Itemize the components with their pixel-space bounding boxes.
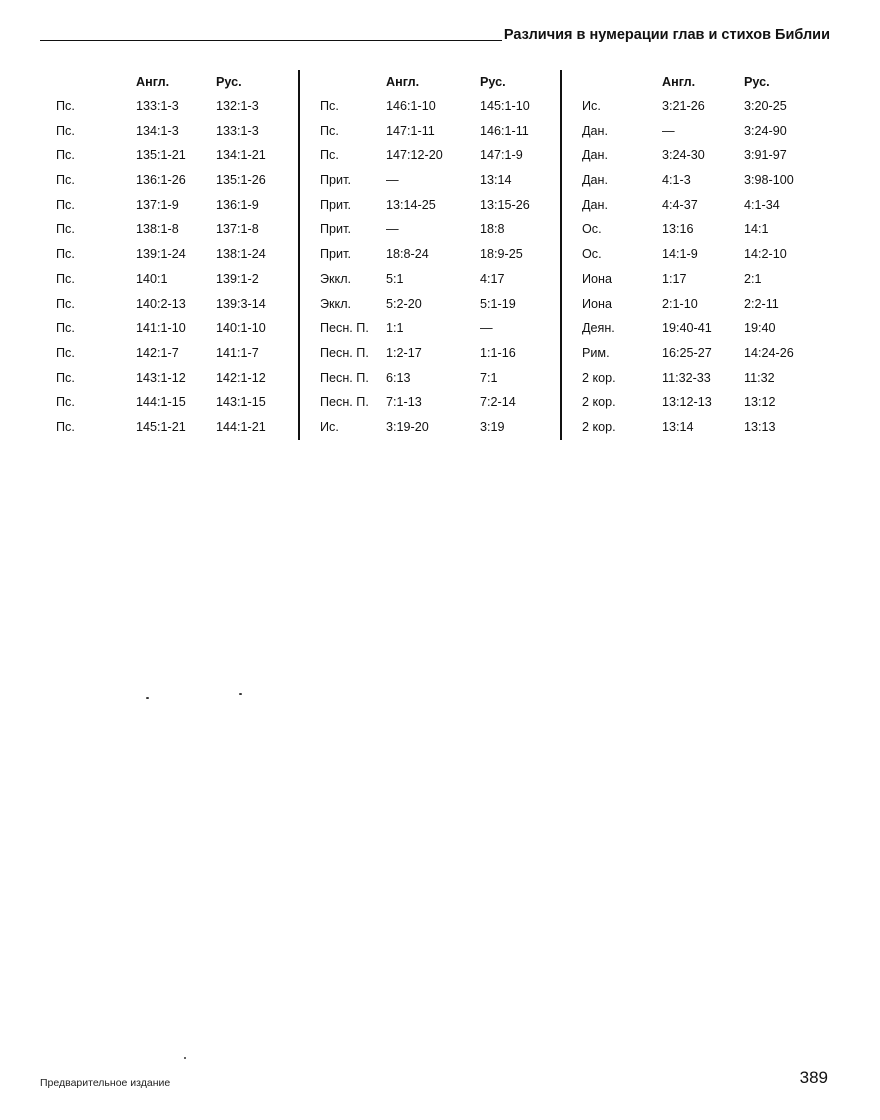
rus-cell: 3:20-25 xyxy=(744,99,787,113)
eng-cell: 139:1-24 xyxy=(136,247,186,262)
column-divider-1 xyxy=(298,70,300,440)
eng-cell: 16:25-27 xyxy=(662,345,712,360)
eng-cell: 143:1-12 xyxy=(136,370,186,385)
book-cell: Дан. xyxy=(582,197,608,212)
book-cell: Пс. xyxy=(56,370,75,385)
book-cell: Песн. П. xyxy=(320,321,369,336)
eng-cell: 147:1-11 xyxy=(386,123,435,138)
table-row xyxy=(0,267,300,292)
header-rus: Рус. xyxy=(216,75,242,89)
rus-cell: 14:24-26 xyxy=(744,345,794,360)
book-cell: Иона xyxy=(582,271,613,286)
book-cell: Пс. xyxy=(56,321,75,336)
column-header xyxy=(300,70,562,94)
running-header xyxy=(40,22,830,44)
eng-cell: 7:1-13 xyxy=(386,395,422,410)
rus-cell: 138:1-24 xyxy=(216,247,266,262)
header-rule xyxy=(40,40,502,41)
table-row xyxy=(562,168,862,193)
verse-numbering-tables xyxy=(0,70,880,450)
column-header xyxy=(0,70,300,94)
table-row xyxy=(300,267,562,292)
scan-speck xyxy=(146,697,149,699)
rus-cell: 4:1-34 xyxy=(744,197,780,212)
rus-cell: 5:1-19 xyxy=(480,296,516,311)
rus-cell: 11:32 xyxy=(744,370,775,385)
column-header xyxy=(562,70,862,94)
rus-cell: 1:1-16 xyxy=(480,345,516,360)
table-row xyxy=(0,143,300,168)
eng-cell: 5:1 xyxy=(386,271,404,286)
book-cell: Пс. xyxy=(56,148,75,163)
table-row xyxy=(300,366,562,391)
eng-cell: 146:1-10 xyxy=(386,99,436,113)
eng-cell: 145:1-21 xyxy=(136,419,186,434)
rus-cell: 7:2-14 xyxy=(480,395,516,410)
table-row xyxy=(562,242,862,267)
rus-cell: 13:14 xyxy=(480,173,512,188)
table-row xyxy=(0,316,300,341)
book-cell: Прит. xyxy=(320,197,351,212)
book-cell: Дан. xyxy=(582,148,608,163)
rus-cell: 145:1-10 xyxy=(480,99,530,113)
table-row xyxy=(0,217,300,242)
rus-cell: 13:13 xyxy=(744,419,776,434)
rus-cell: 14:1 xyxy=(744,222,769,237)
book-cell: Пс. xyxy=(56,296,75,311)
eng-cell: — xyxy=(386,222,399,237)
eng-cell: 1:2-17 xyxy=(386,345,422,360)
book-cell: Дан. xyxy=(582,173,608,188)
book-cell: Иона xyxy=(582,296,613,311)
table-row xyxy=(562,390,862,415)
eng-cell: 5:2-20 xyxy=(386,296,422,311)
table-row xyxy=(300,415,562,440)
table-row xyxy=(562,217,862,242)
eng-cell: 142:1-7 xyxy=(136,345,179,360)
rus-cell: 3:91-97 xyxy=(744,148,787,163)
book-cell: Пс. xyxy=(56,247,75,262)
eng-cell: 13:14 xyxy=(662,419,694,434)
table-row xyxy=(562,193,862,218)
table-column-1 xyxy=(0,70,300,440)
eng-cell: 19:40-41 xyxy=(662,321,712,336)
table-row xyxy=(0,242,300,267)
header-title: Различия в нумерации глав и стихов Библии xyxy=(503,27,830,43)
rus-cell: 137:1-8 xyxy=(216,222,259,237)
book-cell: Прит. xyxy=(320,247,351,262)
book-cell: Прит. xyxy=(320,222,351,237)
eng-cell: 136:1-26 xyxy=(136,173,186,188)
rus-cell: 14:2-10 xyxy=(744,247,787,262)
rus-cell: 144:1-21 xyxy=(216,419,266,434)
column-divider-2 xyxy=(560,70,562,440)
rus-cell: 13:12 xyxy=(744,395,776,410)
eng-cell: 4:4-37 xyxy=(662,197,698,212)
table-row xyxy=(0,341,300,366)
rus-cell: 18:9-25 xyxy=(480,247,523,262)
table-row xyxy=(300,94,562,119)
table-row xyxy=(0,415,300,440)
rus-cell: 139:1-2 xyxy=(216,271,259,286)
book-cell: Пс. xyxy=(56,419,75,434)
table-row xyxy=(0,119,300,144)
table-row xyxy=(300,193,562,218)
book-cell: Песн. П. xyxy=(320,395,369,410)
table-row xyxy=(0,94,300,119)
table-row xyxy=(300,217,562,242)
rus-cell: 2:2-11 xyxy=(744,296,779,311)
table-row xyxy=(562,94,862,119)
table-row xyxy=(562,292,862,317)
book-cell: Песн. П. xyxy=(320,345,369,360)
book-cell: Деян. xyxy=(582,321,615,336)
book-cell: Пс. xyxy=(320,123,339,138)
book-cell: Пс. xyxy=(56,222,75,237)
page-number: 389 xyxy=(799,1068,828,1087)
edition-note: Предварительное издание xyxy=(40,1077,171,1089)
rus-cell: 135:1-26 xyxy=(216,173,266,188)
eng-cell: 137:1-9 xyxy=(136,197,179,212)
rus-cell: 134:1-21 xyxy=(216,148,266,163)
table-row xyxy=(300,242,562,267)
eng-cell: 1:17 xyxy=(662,271,687,286)
eng-cell: 144:1-15 xyxy=(136,395,186,410)
book-cell: Ос. xyxy=(582,247,602,262)
rus-cell: 132:1-3 xyxy=(216,99,259,113)
scan-speck xyxy=(239,693,242,695)
table-row xyxy=(0,366,300,391)
book-cell: Пс. xyxy=(56,395,75,410)
table-row xyxy=(0,292,300,317)
table-row xyxy=(300,168,562,193)
table-row xyxy=(300,341,562,366)
eng-cell: 147:12-20 xyxy=(386,148,443,163)
book-cell: 2 кор. xyxy=(582,395,616,410)
eng-cell: 14:1-9 xyxy=(662,247,698,262)
book-cell: Рим. xyxy=(582,345,610,360)
eng-cell: 6:13 xyxy=(386,370,411,385)
table-row xyxy=(562,341,862,366)
table-row xyxy=(300,119,562,144)
book-cell: Эккл. xyxy=(320,296,352,311)
table-row xyxy=(300,316,562,341)
book-cell: Ос. xyxy=(582,222,602,237)
rus-cell: 19:40 xyxy=(744,321,776,336)
eng-cell: 135:1-21 xyxy=(136,148,186,163)
eng-cell: 4:1-3 xyxy=(662,173,691,188)
eng-cell: 138:1-8 xyxy=(136,222,179,237)
book-cell: Пс. xyxy=(56,173,75,188)
header-rus: Рус. xyxy=(480,75,506,89)
table-column-3 xyxy=(562,70,862,440)
eng-cell: 13:14-25 xyxy=(386,197,436,212)
eng-cell: 3:24-30 xyxy=(662,148,705,163)
table-row xyxy=(562,415,862,440)
rus-cell: 3:19 xyxy=(480,419,505,434)
eng-cell: 134:1-3 xyxy=(136,123,179,138)
book-cell: Пс. xyxy=(56,197,75,212)
eng-cell: 2:1-10 xyxy=(662,296,698,311)
eng-cell: 1:1 xyxy=(386,321,404,336)
book-cell: Пс. xyxy=(320,99,339,113)
rus-cell: 146:1-11 xyxy=(480,123,529,138)
book-cell: Песн. П. xyxy=(320,370,369,385)
table-row xyxy=(300,292,562,317)
header-eng: Англ. xyxy=(386,75,420,89)
rus-cell: 142:1-12 xyxy=(216,370,266,385)
eng-cell: 140:2-13 xyxy=(136,296,186,311)
table-column-2 xyxy=(300,70,562,440)
book-cell: 2 кор. xyxy=(582,419,616,434)
eng-cell: 13:16 xyxy=(662,222,694,237)
rus-cell: — xyxy=(480,321,493,336)
book-cell: Пс. xyxy=(56,99,75,113)
book-cell: Эккл. xyxy=(320,271,352,286)
header-eng: Англ. xyxy=(136,75,170,89)
eng-cell: 11:32-33 xyxy=(662,370,711,385)
book-cell: 2 кор. xyxy=(582,370,616,385)
rus-cell: 4:17 xyxy=(480,271,505,286)
eng-cell: 3:19-20 xyxy=(386,419,429,434)
eng-cell: — xyxy=(662,123,675,138)
eng-cell: — xyxy=(386,173,399,188)
rus-cell: 147:1-9 xyxy=(480,148,523,163)
eng-cell: 133:1-3 xyxy=(136,99,179,113)
rus-cell: 18:8 xyxy=(480,222,505,237)
book-cell: Ис. xyxy=(320,419,339,434)
book-cell: Пс. xyxy=(320,148,339,163)
rus-cell: 140:1-10 xyxy=(216,321,266,336)
book-cell: Ис. xyxy=(582,99,601,113)
scan-speck xyxy=(184,1057,186,1059)
table-row xyxy=(300,143,562,168)
table-row xyxy=(562,143,862,168)
table-row xyxy=(562,366,862,391)
rus-cell: 2:1 xyxy=(744,271,762,286)
book-cell: Пс. xyxy=(56,123,75,138)
table-row xyxy=(300,390,562,415)
eng-cell: 140:1 xyxy=(136,271,168,286)
eng-cell: 141:1-10 xyxy=(136,321,186,336)
eng-cell: 13:12-13 xyxy=(662,395,712,410)
table-row xyxy=(0,168,300,193)
table-row xyxy=(562,267,862,292)
book-cell: Прит. xyxy=(320,173,351,188)
rus-cell: 139:3-14 xyxy=(216,296,266,311)
rus-cell: 133:1-3 xyxy=(216,123,259,138)
table-row xyxy=(0,193,300,218)
rus-cell: 13:15-26 xyxy=(480,197,530,212)
rus-cell: 3:98-100 xyxy=(744,173,794,188)
eng-cell: 18:8-24 xyxy=(386,247,429,262)
book-cell: Пс. xyxy=(56,345,75,360)
book-cell: Пс. xyxy=(56,271,75,286)
table-row xyxy=(562,316,862,341)
rus-cell: 3:24-90 xyxy=(744,123,787,138)
rus-cell: 136:1-9 xyxy=(216,197,259,212)
rus-cell: 141:1-7 xyxy=(216,345,259,360)
header-rus: Рус. xyxy=(744,75,770,89)
table-row xyxy=(0,390,300,415)
eng-cell: 3:21-26 xyxy=(662,99,705,113)
header-eng: Англ. xyxy=(662,75,696,89)
rus-cell: 143:1-15 xyxy=(216,395,266,410)
table-row xyxy=(562,119,862,144)
book-cell: Дан. xyxy=(582,123,608,138)
rus-cell: 7:1 xyxy=(480,370,498,385)
